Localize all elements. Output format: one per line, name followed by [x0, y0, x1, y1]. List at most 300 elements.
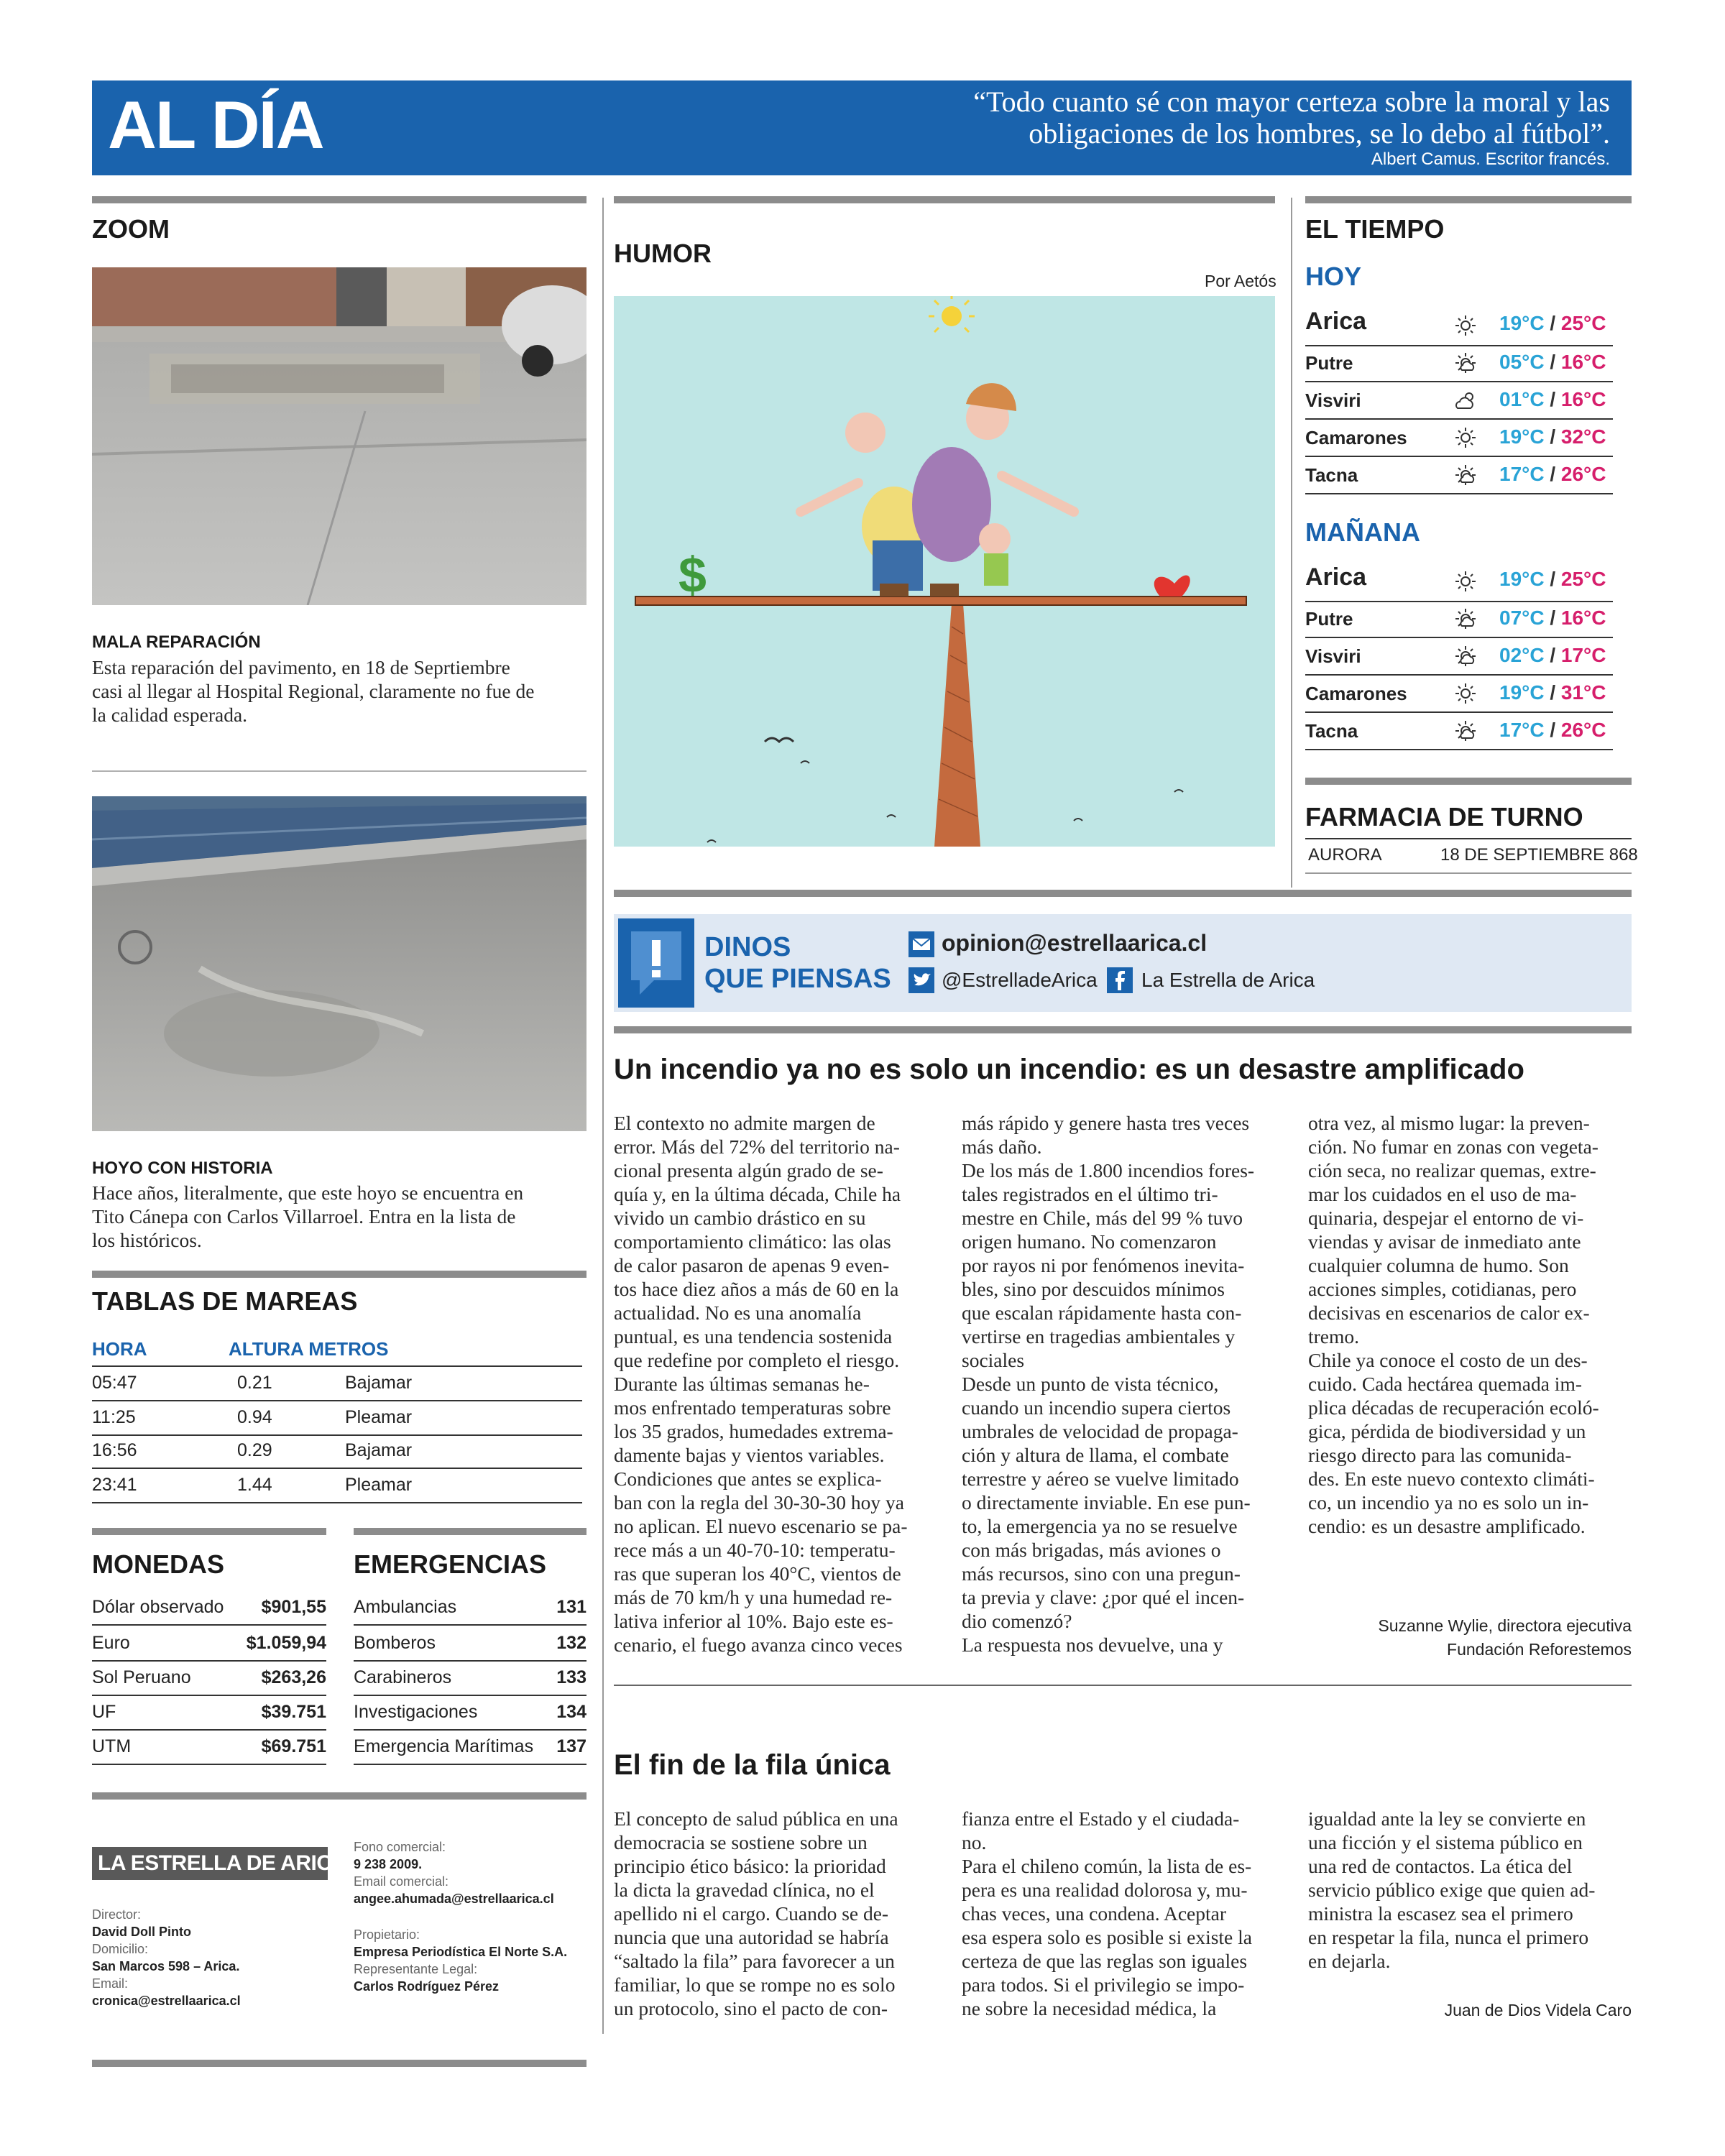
- pharmacy-title: FARMACIA DE TURNO: [1305, 802, 1583, 831]
- emergency-number: 133: [556, 1667, 586, 1687]
- article-line: cuido. Cada hectárea quemada im-: [1308, 1373, 1582, 1395]
- article-line: fianza entre el Estado y el ciudada-: [962, 1807, 1240, 1830]
- twitter-icon: [908, 967, 934, 993]
- speech-exclamation-icon: [618, 918, 694, 1008]
- twitter-link[interactable]: @EstrelladeArica: [942, 969, 1098, 991]
- temp-max: 25°C: [1560, 568, 1606, 590]
- currency-name: UF: [92, 1702, 116, 1722]
- section-masthead: [92, 80, 1632, 175]
- article-line: mos enfrentado temperaturas sobre: [614, 1396, 891, 1419]
- weather-row-tomorrow: [1305, 676, 1613, 713]
- temp-max: 16°C: [1560, 607, 1606, 629]
- temp-separator: /: [1544, 719, 1561, 741]
- tide-row: [92, 1401, 582, 1436]
- emergency-number: 137: [556, 1736, 586, 1756]
- article-line: familiar, lo que se rompe no es solo: [614, 1973, 896, 1996]
- currency-row: [92, 1696, 326, 1731]
- currency-value: $263,26: [261, 1667, 326, 1687]
- colophon-left: [92, 1906, 329, 2009]
- article-line: cenario, el fuego avanza cinco veces: [614, 1634, 903, 1656]
- weather-tomorrow-label: MAÑANA: [1305, 517, 1420, 547]
- article-line: pera es una realidad dolorosa y, mu-: [962, 1879, 1248, 1901]
- article-line: umbrales de velocidad de propaga-: [962, 1420, 1238, 1442]
- currency-row: [92, 1591, 326, 1626]
- article-line: ta previa y clave: ¿por qué el incen-: [962, 1586, 1245, 1608]
- temp-max: 31°C: [1560, 681, 1606, 704]
- article-line: igualdad ante la ley se convierte en: [1308, 1807, 1586, 1830]
- article-line: ne sobre la necesidad médica, la: [962, 1997, 1217, 2019]
- signature-line1: Suzanne Wylie, directora ejecutiva: [1378, 1616, 1632, 1635]
- article-line: sociales: [962, 1349, 1025, 1371]
- article2-column-3: [1308, 1807, 1639, 1973]
- tides-top-bar: [92, 1271, 586, 1278]
- exclamation-badge: [618, 918, 694, 1008]
- article-line: La respuesta nos devuelve, una y: [962, 1634, 1223, 1656]
- phone: 9 238 2009.: [354, 1857, 423, 1871]
- colophon-bottom-bar: [92, 2060, 586, 2067]
- article1-top-bar: [614, 1026, 1632, 1033]
- emergency-name: Emergencia Marítimas: [354, 1736, 534, 1756]
- tide-time: 05:47: [92, 1373, 137, 1393]
- article-line: otra vez, al mismo lugar: la preven-: [1308, 1112, 1590, 1134]
- article-line: Condiciones que antes se explica-: [614, 1468, 882, 1490]
- currency-value: $69.751: [261, 1736, 326, 1756]
- article-line: lativa inferior al 10%. Bajo este es-: [614, 1610, 893, 1632]
- caption-line: Hace años, literalmente, que este hoyo se encuentra en: [92, 1181, 524, 1204]
- article-line: un protocolo, sino el pacto de con-: [614, 1997, 888, 2019]
- street-repair-photo: [92, 267, 586, 605]
- article-line: que redefine por completo el riesgo.: [614, 1349, 900, 1371]
- weather-row-today: [1305, 305, 1613, 346]
- article-line: acciones simples, cotidianas, pero: [1308, 1278, 1577, 1300]
- opinion-box: [614, 914, 1632, 1012]
- tide-height: 0.94: [237, 1407, 272, 1427]
- tide-time: 16:56: [92, 1440, 137, 1460]
- zoom-item2-title: HOYO CON HISTORIA: [92, 1158, 273, 1178]
- article-line: origen humano. No comenzaron: [962, 1230, 1217, 1253]
- article-line: certeza de que las reglas son iguales: [962, 1950, 1248, 1972]
- cartoon-illustration: [614, 296, 1275, 847]
- weather-row-today: [1305, 420, 1613, 457]
- pharmacy-name: AURORA: [1308, 845, 1382, 865]
- article-line: El concepto de salud pública en una: [614, 1807, 898, 1830]
- tide-type: Pleamar: [345, 1407, 413, 1427]
- tides-title: TABLAS DE MAREAS: [92, 1286, 358, 1316]
- article-line: más de 70 km/h y una humedad re-: [614, 1586, 893, 1608]
- director-label: Director:: [92, 1907, 142, 1922]
- tide-height: 0.29: [237, 1440, 272, 1460]
- emergency-number: 131: [556, 1597, 586, 1617]
- article-line: vivido un cambio drástico en su: [614, 1207, 866, 1229]
- article-line: decisivas en escenarios de calor ex-: [1308, 1302, 1590, 1324]
- opinion-email-link[interactable]: opinion@estrellaarica.cl: [942, 930, 1208, 956]
- divider: [614, 1685, 1632, 1686]
- quote-line-1: “Todo cuanto sé con mayor certeza sobre la moral y las: [973, 86, 1610, 118]
- article-line: que escalan rápidamente hasta con-: [962, 1302, 1242, 1324]
- opinion-heading: [704, 931, 891, 995]
- emergency-number: 132: [556, 1633, 586, 1653]
- currency-row: [92, 1627, 326, 1662]
- weather-temps: [1499, 607, 1606, 630]
- tides-col-height: ALTURA METROS: [229, 1338, 389, 1360]
- humor-byline: Por Aetós: [1205, 272, 1276, 290]
- article-line: esa espera solo es posible si existe la: [962, 1926, 1252, 1948]
- zoom-top-bar: [92, 196, 586, 203]
- caption-line: Tito Cánepa con Carlos Villarroel. Entra en la lista de: [92, 1205, 516, 1227]
- weather-today-label: HOY: [1305, 262, 1362, 291]
- article-line: chas veces, una condena. Aceptar: [962, 1902, 1227, 1925]
- temp-max: 16°C: [1560, 388, 1606, 410]
- emergency-name: Investigaciones: [354, 1702, 478, 1722]
- article-line: mestre en Chile, más del 99 % tuvo: [962, 1207, 1243, 1229]
- article-line: cualquier columna de humo. Son: [1308, 1254, 1569, 1276]
- emergency-name: Bomberos: [354, 1633, 436, 1653]
- tide-row: [92, 1469, 582, 1503]
- temp-separator: /: [1544, 644, 1561, 666]
- humor-title: HUMOR: [614, 239, 712, 268]
- weather-city: Visviri: [1305, 390, 1361, 411]
- article1-headline: Un incendio ya no es solo un incendio: es un desastre amplificado: [614, 1054, 1524, 1085]
- temp-max: 26°C: [1560, 463, 1606, 485]
- article-line: de calor pasaron de apenas 9 even-: [614, 1254, 890, 1276]
- temp-min: 02°C: [1499, 644, 1545, 666]
- article-line: cendio: es un desastre amplificado.: [1308, 1515, 1586, 1537]
- article-line: los 35 grados, humedades extrema-: [614, 1420, 893, 1442]
- zoom-photo-1: [92, 267, 586, 605]
- article-line: la dicta la gravedad clínica, no el: [614, 1879, 875, 1901]
- article-line: nuncia que una autoridad se habría: [614, 1926, 889, 1948]
- zoom-photo-2: [92, 796, 586, 1131]
- column-divider-left: [602, 198, 604, 2034]
- currencies-title: MONEDAS: [92, 1549, 225, 1579]
- column-divider-right: [1291, 198, 1292, 888]
- article-line: puntual, es una tendencia sostenida: [614, 1325, 893, 1348]
- weather-temps: [1499, 568, 1606, 591]
- article-line: quinaria, despejar el entorno de vi-: [1308, 1207, 1584, 1229]
- tide-row: [92, 1434, 582, 1469]
- article-line: viendas y avisar de inmediato ante: [1308, 1230, 1581, 1253]
- currency-value: $1.059,94: [246, 1633, 326, 1653]
- article-line: comportamiento climático: las olas: [614, 1230, 891, 1253]
- sun-icon: [1453, 681, 1478, 706]
- divider: [92, 770, 586, 772]
- article-line: actualidad. No es una anomalía: [614, 1302, 862, 1324]
- tide-type: Pleamar: [345, 1475, 413, 1495]
- opinion-top-bar: [614, 890, 1632, 897]
- phone-label: Fono comercial:: [354, 1840, 446, 1854]
- weather-temps: [1499, 425, 1606, 448]
- commercial-email-link[interactable]: angee.ahumada@estrellaarica.cl: [354, 1892, 554, 1906]
- temp-max: 32°C: [1560, 425, 1606, 448]
- legal-label: Representante Legal:: [354, 1962, 478, 1976]
- article-line: más recursos, sino con una pregun-: [962, 1562, 1241, 1585]
- weather-temps: [1499, 719, 1606, 742]
- article-line: Desde un punto de vista técnico,: [962, 1373, 1219, 1395]
- article-line: rece más a un 40-70-10: temperatu-: [614, 1539, 896, 1561]
- article-line: dio comenzó?: [962, 1610, 1072, 1632]
- article-line: vertirse en tragedias ambientales y: [962, 1325, 1236, 1348]
- currency-value: $39.751: [261, 1702, 326, 1722]
- article1-column-3: [1308, 1111, 1639, 1538]
- temp-min: 07°C: [1499, 607, 1545, 629]
- article-line: Chile ya conoce el costo de un des-: [1308, 1349, 1588, 1371]
- sun-icon: [1453, 425, 1478, 450]
- article-line: ción. No fumar en zonas con vegeta-: [1308, 1135, 1598, 1158]
- weather-row-tomorrow: [1305, 561, 1613, 602]
- temp-separator: /: [1544, 568, 1561, 590]
- article-line: para todos. Si el privilegio se impo-: [962, 1973, 1245, 1996]
- signature-line2: Fundación Reforestemos: [1447, 1640, 1632, 1659]
- emergency-row: [354, 1731, 586, 1765]
- weather-temps: [1499, 644, 1606, 667]
- sun-icon: [1453, 313, 1478, 338]
- article-line: error. Más del 72% del territorio na-: [614, 1135, 900, 1158]
- masthead-quote: [748, 86, 1610, 149]
- weather-title: EL TIEMPO: [1305, 214, 1445, 244]
- article-line: en dejarla.: [1308, 1950, 1391, 1972]
- article-line: co, un incendio ya no es solo un in-: [1308, 1491, 1589, 1514]
- pharmacy-address: 18 DE SEPTIEMBRE 868: [1440, 845, 1638, 865]
- weather-city: Tacna: [1305, 720, 1358, 742]
- weather-city: Visviri: [1305, 645, 1361, 667]
- article-line: plica décadas de recuperación ecoló-: [1308, 1396, 1599, 1419]
- temp-min: 19°C: [1499, 681, 1545, 704]
- article-line: El contexto no admite margen de: [614, 1112, 875, 1134]
- zoom-item1-title: MALA REPARACIÓN: [92, 632, 261, 652]
- weather-temps: [1499, 312, 1606, 335]
- tide-height: 0.21: [237, 1373, 272, 1393]
- article-line: damente bajas y vientos variables.: [614, 1444, 885, 1466]
- opinion-heading-line2: QUE PIENSAS: [704, 964, 891, 994]
- weather-city: Putre: [1305, 608, 1353, 630]
- tide-type: Bajamar: [345, 1440, 413, 1460]
- caption-line: la calidad esperada.: [92, 704, 248, 726]
- emergencies-title: EMERGENCIAS: [354, 1549, 547, 1579]
- temp-min: 17°C: [1499, 463, 1545, 485]
- article-line: principio ético básico: la prioridad: [614, 1855, 886, 1877]
- currencies-top-bar: [92, 1528, 326, 1535]
- tides-header: [92, 1335, 582, 1367]
- article-line: ministra la escasez sea el primero: [1308, 1902, 1573, 1925]
- tides-col-hour: HORA: [92, 1338, 147, 1360]
- article-line: ban con la regla del 30-30-30 hoy ya: [614, 1491, 904, 1514]
- weather-temps: [1499, 681, 1606, 704]
- article-line: tos hace diez años a más de 60 en la: [614, 1278, 899, 1300]
- colophon-right: [354, 1838, 591, 1995]
- weather-top-bar: [1305, 196, 1632, 203]
- emergency-name: Carabineros: [354, 1667, 452, 1687]
- newspaper-logo: [92, 1847, 347, 1880]
- cloud-sun-icon: [1453, 388, 1478, 413]
- section-title: AL DÍA: [108, 87, 323, 162]
- article-line: cuando un incendio supera ciertos: [962, 1396, 1231, 1419]
- article-line: des. En este nuevo contexto climáti-: [1308, 1468, 1595, 1490]
- weather-row-tomorrow: [1305, 601, 1613, 638]
- sun-cloud-icon: [1453, 463, 1478, 487]
- weather-city: Arica: [1305, 563, 1367, 591]
- owner: Empresa Periodística El Norte S.A.: [354, 1945, 568, 1959]
- colophon-top-bar: [92, 1792, 586, 1800]
- divider: [1305, 838, 1632, 839]
- temp-min: 01°C: [1499, 388, 1545, 410]
- article2-headline: El fin de la fila única: [614, 1749, 891, 1781]
- tide-height: 1.44: [237, 1475, 272, 1495]
- article-line: Para el chileno común, la lista de es-: [962, 1855, 1252, 1877]
- article-line: ción y altura de llama, el combate: [962, 1444, 1229, 1466]
- temp-min: 05°C: [1499, 351, 1545, 373]
- article-line: más daño.: [962, 1135, 1042, 1158]
- mail-icon: [908, 931, 934, 957]
- facebook-icon: [1107, 967, 1133, 993]
- article-line: terrestre y aéreo se vuelve limitado: [962, 1468, 1239, 1490]
- temp-separator: /: [1544, 351, 1561, 373]
- weather-row-today: [1305, 382, 1613, 420]
- weather-city: Camarones: [1305, 683, 1407, 704]
- sun-cloud-icon: [1453, 351, 1478, 375]
- temp-separator: /: [1544, 388, 1561, 410]
- emergencies-top-bar: [354, 1528, 586, 1535]
- article-line: una red de contactos. La ética del: [1308, 1855, 1573, 1877]
- emergency-row: [354, 1662, 586, 1696]
- temp-separator: /: [1544, 425, 1561, 448]
- weather-city: Camarones: [1305, 427, 1407, 448]
- emergency-row: [354, 1696, 586, 1731]
- address-label: Domicilio:: [92, 1942, 149, 1956]
- currency-row: [92, 1731, 326, 1765]
- article-line: democracia se sostiene sobre un: [614, 1831, 868, 1853]
- svg-text:$: $: [678, 547, 707, 603]
- article-line: más rápido y genere hasta tres veces: [962, 1112, 1250, 1134]
- article-line: en respetar la fila, nunca el primero: [1308, 1926, 1589, 1948]
- sun-icon: [1453, 569, 1478, 594]
- weather-temps: [1499, 351, 1606, 374]
- zoom-title: ZOOM: [92, 214, 170, 244]
- temp-separator: /: [1544, 607, 1561, 629]
- director-name: David Doll Pinto: [92, 1925, 192, 1939]
- temp-separator: /: [1544, 681, 1561, 704]
- article-line: por rayos ni por fenómenos inevita-: [962, 1254, 1245, 1276]
- temp-separator: /: [1544, 463, 1561, 485]
- weather-row-tomorrow: [1305, 638, 1613, 676]
- legal-rep: Carlos Rodríguez Pérez: [354, 1979, 500, 1994]
- temp-max: 26°C: [1560, 719, 1606, 741]
- currency-name: Euro: [92, 1633, 130, 1653]
- caption-line: los históricos.: [92, 1229, 202, 1251]
- temp-max: 25°C: [1560, 312, 1606, 334]
- article-line: riesgo directo para las comunida-: [1308, 1444, 1572, 1466]
- address: San Marcos 598 – Arica.: [92, 1959, 240, 1973]
- tide-row: [92, 1367, 582, 1401]
- article-line: “saltado la fila” para favorecer a un: [614, 1950, 895, 1972]
- article-line: gica, pérdida de biodiversidad y un: [1308, 1420, 1586, 1442]
- humor-top-bar: [614, 196, 1275, 203]
- weather-temps: [1499, 388, 1606, 411]
- article-line: cional presenta algún grado de se-: [614, 1159, 883, 1181]
- article-line: servicio público exige que quien ad-: [1308, 1879, 1596, 1901]
- article-line: to, la emergencia ya no se resuelve: [962, 1515, 1238, 1537]
- weather-row-today: [1305, 457, 1613, 494]
- weather-city: Putre: [1305, 352, 1353, 374]
- article-line: tremo.: [1308, 1325, 1360, 1348]
- article1-signature: [1378, 1614, 1632, 1662]
- weather-temps: [1499, 463, 1606, 486]
- temp-min: 19°C: [1499, 312, 1545, 334]
- article1-column-1: [614, 1111, 944, 1657]
- email-link[interactable]: cronica@estrellaarica.cl: [92, 1994, 241, 2008]
- article2-column-2: [962, 1807, 1292, 2020]
- humor-cartoon: [614, 296, 1275, 847]
- sun-cloud-icon: [1453, 607, 1478, 631]
- article2-column-1: [614, 1807, 944, 2020]
- article-line: con más brigadas, más aviones o: [962, 1539, 1221, 1561]
- zoom-item2-caption: [92, 1181, 595, 1252]
- currency-name: UTM: [92, 1736, 132, 1756]
- temp-min: 19°C: [1499, 568, 1545, 590]
- tide-time: 11:25: [92, 1407, 136, 1427]
- currency-value: $901,55: [261, 1597, 326, 1617]
- temp-max: 16°C: [1560, 351, 1606, 373]
- article-line: o directamente inviable. En ese pun-: [962, 1491, 1251, 1514]
- emergency-number: 134: [556, 1702, 586, 1722]
- article-line: bles, sino por descuidos mínimos: [962, 1278, 1225, 1300]
- emergency-row: [354, 1627, 586, 1662]
- tide-time: 23:41: [92, 1475, 137, 1495]
- temp-separator: /: [1544, 312, 1561, 334]
- zoom-item1-caption: [92, 655, 595, 727]
- divider: [1305, 872, 1632, 874]
- article-line: tales registrados en el último tri-: [962, 1183, 1218, 1205]
- temp-min: 19°C: [1499, 425, 1545, 448]
- article-line: una ficción y el sistema público en: [1308, 1831, 1583, 1853]
- email-label: Email:: [92, 1976, 129, 1991]
- currency-name: Sol Peruano: [92, 1667, 191, 1687]
- owner-label: Propietario:: [354, 1927, 420, 1942]
- article1-column-2: [962, 1111, 1292, 1657]
- article2-signature: Juan de Dios Videla Caro: [1444, 2001, 1632, 2019]
- quote-author: Albert Camus. Escritor francés.: [1371, 149, 1610, 169]
- tide-type: Bajamar: [345, 1373, 413, 1393]
- logo-text: LA ESTRELLA DE ARICA: [98, 1851, 347, 1875]
- article-line: apellido ni el cargo. Cuando se de-: [614, 1902, 889, 1925]
- temp-max: 17°C: [1560, 644, 1606, 666]
- article-line: ras que superan los 40°C, vientos de: [614, 1562, 901, 1585]
- commercial-email-label: Email comercial:: [354, 1874, 449, 1889]
- temp-min: 17°C: [1499, 719, 1545, 741]
- article-line: no.: [962, 1831, 987, 1853]
- article-line: De los más de 1.800 incendios fores-: [962, 1159, 1255, 1181]
- weather-city: Tacna: [1305, 464, 1358, 486]
- article-line: Durante las últimas semanas he-: [614, 1373, 870, 1395]
- weather-city: Arica: [1305, 308, 1367, 335]
- weather-row-tomorrow: [1305, 713, 1613, 750]
- sun-cloud-icon: [1453, 644, 1478, 668]
- quote-line-2: obligaciones de los hombres, se lo debo al fútbol”.: [1029, 117, 1610, 149]
- article-line: no aplican. El nuevo escenario se pa-: [614, 1515, 908, 1537]
- caption-line: casi al llegar al Hospital Regional, claramente no fue de: [92, 680, 535, 702]
- emergency-name: Ambulancias: [354, 1597, 457, 1617]
- sun-cloud-icon: [1453, 719, 1478, 743]
- opinion-heading-line1: DINOS: [704, 932, 791, 962]
- currency-name: Dólar observado: [92, 1597, 224, 1617]
- facebook-link[interactable]: La Estrella de Arica: [1141, 969, 1315, 991]
- emergency-row: [354, 1591, 586, 1626]
- article-line: mar los cuidados en el uso de ma-: [1308, 1183, 1577, 1205]
- article-line: ción seca, no realizar quemas, extre-: [1308, 1159, 1596, 1181]
- pothole-photo: [92, 796, 586, 1131]
- caption-line: Esta reparación del pavimento, en 18 de Seprtiembre: [92, 656, 510, 678]
- weather-row-today: [1305, 345, 1613, 382]
- currency-row: [92, 1662, 326, 1696]
